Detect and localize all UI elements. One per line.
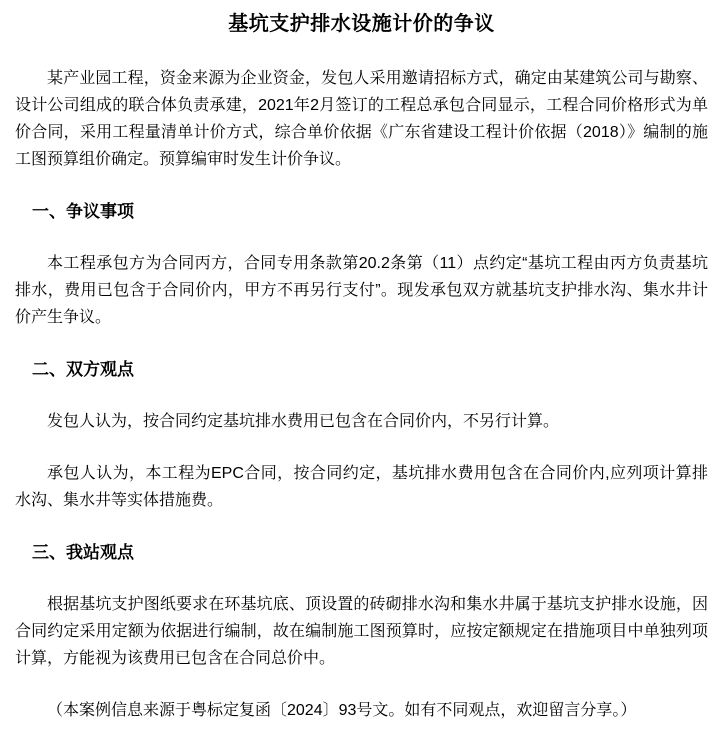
paragraph-employer-view: 发包人认为，按合同约定基坑排水费用已包含在合同价内，不另行计算。 bbox=[47, 413, 560, 430]
footer-note: （本案例信息来源于粤标定复函〔2024〕93号文。如有不同观点，欢迎留言分享。） bbox=[47, 702, 637, 719]
section-heading-both-views: 二、双方观点 bbox=[32, 360, 134, 379]
intro-paragraph: 某产业园工程，资金来源为企业资金，发包人采用邀请招标方式，确定由某建筑公司与勘察、设计公司组成的联合体负责承建，2021年2月签订的工程总承包合同显示，工程合同价格形式为单价合同，采用工程量清单计价方式，综合单价依据《广东省建设工程计价依据（2018）》编制的施工图预算组价确定。预算编审时发生计价争议。 bbox=[15, 70, 708, 168]
paragraph-contractor-view: 承包人认为，本工程为EPC合同，按合同约定，基坑排水费用包含在合同价内,应列项计算排水沟、集水井等实体措施费。 bbox=[15, 465, 708, 509]
paragraph-dispute-items: 本工程承包方为合同丙方，合同专用条款第20.2条第（11）点约定“基坑工程由丙方负责基坑排水，费用已包含于合同价内，甲方不再另行支付”。现发承包双方就基坑支护排水沟、集水井计价产生争议。 bbox=[15, 255, 708, 326]
section-heading-our-view: 三、我站观点 bbox=[32, 543, 134, 562]
page-title: 基坑支护排水设施计价的争议 bbox=[228, 13, 495, 35]
section-heading-dispute-items: 一、争议事项 bbox=[32, 202, 134, 221]
paragraph-our-view: 根据基坑支护图纸要求在环基坑底、顶设置的砖砌排水沟和集水井属于基坑支护排水设施，因合同约定采用定额为依据进行编制，故在编制施工图预算时，应按定额规定在措施项目中单独列项计算，方能视为该费用已包含在合同总价中。 bbox=[15, 596, 708, 667]
